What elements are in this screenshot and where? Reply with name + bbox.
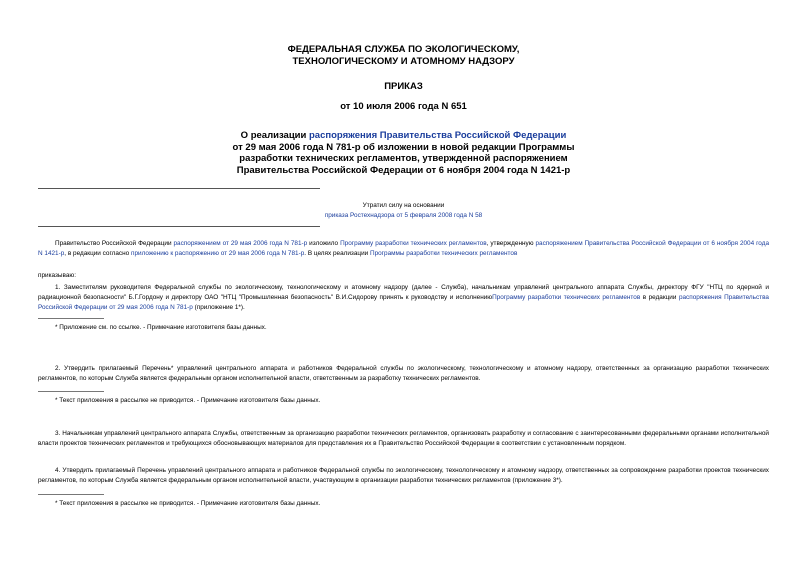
link-order-781r-2[interactable]: распоряжения Правительства Российской Федерации от 29 мая 2006 года N 781-р [38,293,769,311]
intro-paragraph: Правительство Российской Федерации распоряжением от 29 мая 2006 года N 781-р изложило Программу разработки технических регламентов, утвержденную распоряжением Правительства Российской Федерации от 6 ноября 2004 года N 1421-р, в редакции согласно приложению к распоряжению от 29 мая 2006 года N 781-р. В целях реализации Программы разработки технических регламентов [38,240,770,257]
link-order-781r[interactable]: распоряжением от 29 мая 2006 года N 781-р [173,240,308,247]
footnote-divider [38,318,104,319]
status-repeal-link[interactable]: приказа Ростехнадзора от 5 февраля 2008 года N 58 [324,212,483,219]
footnote-3: * Текст приложения в рассылке не приводится. - Примечание изготовителя базы данных. [55,500,321,507]
status-note: Утратил силу на основании [362,202,445,209]
document-title-line3: разработки технических регламентов, утвержденной распоряжением [239,153,568,164]
footnote-divider [38,494,104,495]
footnote-divider [38,391,104,392]
item-3-paragraph: 3. Начальникам управлений центрального аппарата Службы, ответственным за организацию разработки технических регламентов, организовать разработку и согласование с заинтересованными федеральными органами исполнительной власти проектов технических регламентов и требующихся обосновывающих материалов для представления их в Правительство Российской Федерации в соответствии с установленным порядком. [38,430,769,447]
agency-name-line2: ТЕХНОЛОГИЧЕСКОМУ И АТОМНОМУ НАДЗОРУ [292,56,515,67]
document-title-line2: от 29 мая 2006 года N 781-р об изложении в новой редакции Программы [232,141,575,153]
link-appendix[interactable]: приложению к распоряжению от 29 мая 2006 года N 781-р [131,249,305,257]
divider [38,188,320,189]
link-order-1421r[interactable]: распоряжением Правительства Российской Федерации от 6 ноября 2004 года N 1421-р [38,240,770,257]
item-4-paragraph: 4. Утвердить прилагаемый Перечень управлений центрального аппарата и работников Федеральной службы по экологическому, технологическому и атомному надзору, ответственных за сопровождение разработки проектов технических регламентов, по которым Служба является федеральным органом исполнительной власти, участвующим в организации разработки технических регламентов (приложение 3*). [38,467,769,484]
footnote-1: * Приложение см. по ссылке. - Примечание изготовителя базы данных. [55,324,267,331]
divider [38,226,320,227]
footnote-2: * Текст приложения в рассылке не приводится. - Примечание изготовителя базы данных. [55,397,321,404]
document-date: от 10 июля 2006 года N 651 [340,101,467,112]
title-text: О реализации [240,130,309,141]
order-word: приказываю: [38,272,76,279]
document-type: ПРИКАЗ [384,81,423,92]
link-program-2[interactable]: Программы разработки технических регламентов [369,249,518,257]
document-title-line1 [0,130,807,142]
agency-name-line1: ФЕДЕРАЛЬНАЯ СЛУЖБА ПО ЭКОЛОГИЧЕСКОМУ, [287,44,520,55]
item-1-paragraph: 1. Заместителям руководителя Федеральной службы по экологическому, технологическому и атомному надзору (далее - Служба), начальникам управлений центрального аппарата Службы, директору ФГУ "НТЦ по ядерной и радиационной безопасности" Б.Г.Гордону и директору ОАО "НТЦ "Промышленная безопасность" В.И.Сидорову принять к руководству и исполнениюПрограмму разработки технических регламентов в редакции распоряжения Правительства Российской Федерации от 29 мая 2006 года N 781-р (приложение 1*). [38,284,769,311]
document-title-line4: Правительства Российской Федерации от 6 ноября 2004 года N 1421-р [236,164,571,176]
title-link-government-order[interactable]: распоряжения Правительства Российской Федерации [309,130,567,141]
link-program-3[interactable]: Программу разработки технических регламентов [492,293,641,301]
link-program[interactable]: Программу разработки технических регламентов [340,240,487,247]
item-2-paragraph: 2. Утвердить прилагаемый Перечень* управлений центрального аппарата и работников Федеральной службы по экологическому, технологическому и атомному надзору, ответственных за организацию разработки технических регламентов, по которым Служба является федеральным органом исполнительной власти, ответственным за разработку технических регламентов. [38,365,769,382]
